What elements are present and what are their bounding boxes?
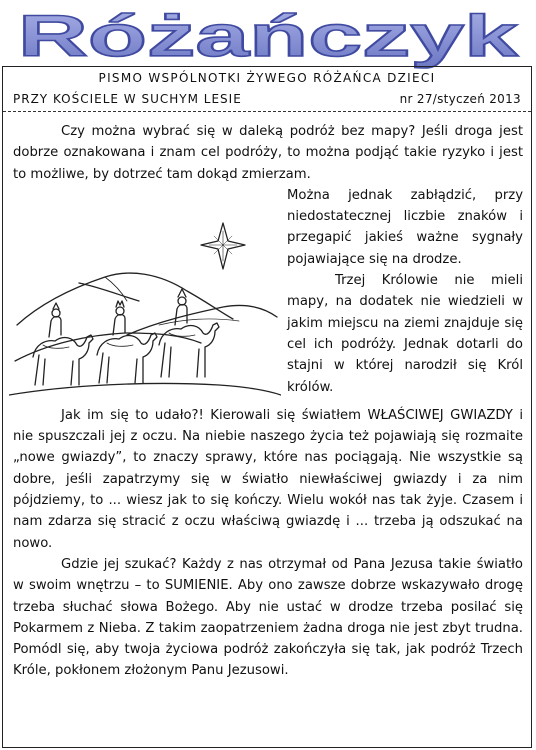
paragraph-2: Trzej Królowie nie mieli mapy, na dodatek nie wiedzieli w jakim miejscu na ziemi znajduje się cel ich podróży. Jednak dotarli do stajni w której narodził się Król królów. — [287, 273, 523, 395]
newsletter-header — [3, 67, 531, 113]
article-body — [13, 121, 523, 682]
issue-number: nr 27/styczeń 2013 — [399, 92, 521, 106]
masthead-title: Różańczyk — [18, 4, 520, 69]
masthead — [0, 0, 536, 70]
paragraph-4: Gdzie jej szukać? Każdy z nas otrzymał od Pana Jezusa takie światło w swoim wnętrzu – to SUMIENIE. Aby ono zawsze dobrze wskazywało drogę trzeba słuchać słowa Bożego. Aby nie ustać w drodze trzeba posilać się Pokarmem z Nieba. Z takim zaopatrzeniem żadna droga nie jest zbyt trudna. Pomódl się, aby twoja życiowa podróż zakończyła się tak, jak podróż Trzech Króle, pokłonem złożonym Panu Jezusowi. — [13, 556, 523, 679]
masthead-title-graphic — [0, 0, 536, 70]
newsletter-page — [2, 66, 532, 748]
paragraph-1: Czy można wybrać się w daleką podróż bez mapy? Jeśli droga jest dobrze oznakowana i znam cel podróży, to można podjąć takie ryzyko i jest to możliwe, by dotrzeć tam dokąd zmierzam. — [13, 124, 523, 182]
parish-location: PRZY KOŚCIELE W SUCHYM LESIE — [13, 92, 242, 106]
publication-subtitle: PISMO WSPÓLNOTKI ŻYWEGO RÓŻAŃCA DZIECI — [98, 71, 436, 85]
header-divider — [3, 111, 531, 112]
paragraph-1-continued: Można jednak zabłądzić, przy niedostatecznej liczbie znaków i przegapić jakieś ważne sygnały pojawiające się na drodze. — [287, 187, 523, 267]
paragraph-3: Jak im się to udało?! Kierowali się światłem WŁAŚCIWEJ GWIAZDY i nie spuszczali jej z oczu. Na niebie naszego życia też pojawiają się rozmaite „nowe gwiazdy”, to znaczy sprawy, które nas pociągają. Nie wszystkie są dobre, jeśli zapatrzymy się w światło niewłaściwej gwiazdy i za nim pójdziemy, to ... wiesz jak to się kończy. Wielu wokół nas tak żyje. Czasem i nam zdarza się stracić z oczu właściwą gwiazdę i ... trzeba ją odszukać na nowo. — [13, 407, 523, 551]
three-kings-camels-star-icon — [9, 185, 281, 405]
